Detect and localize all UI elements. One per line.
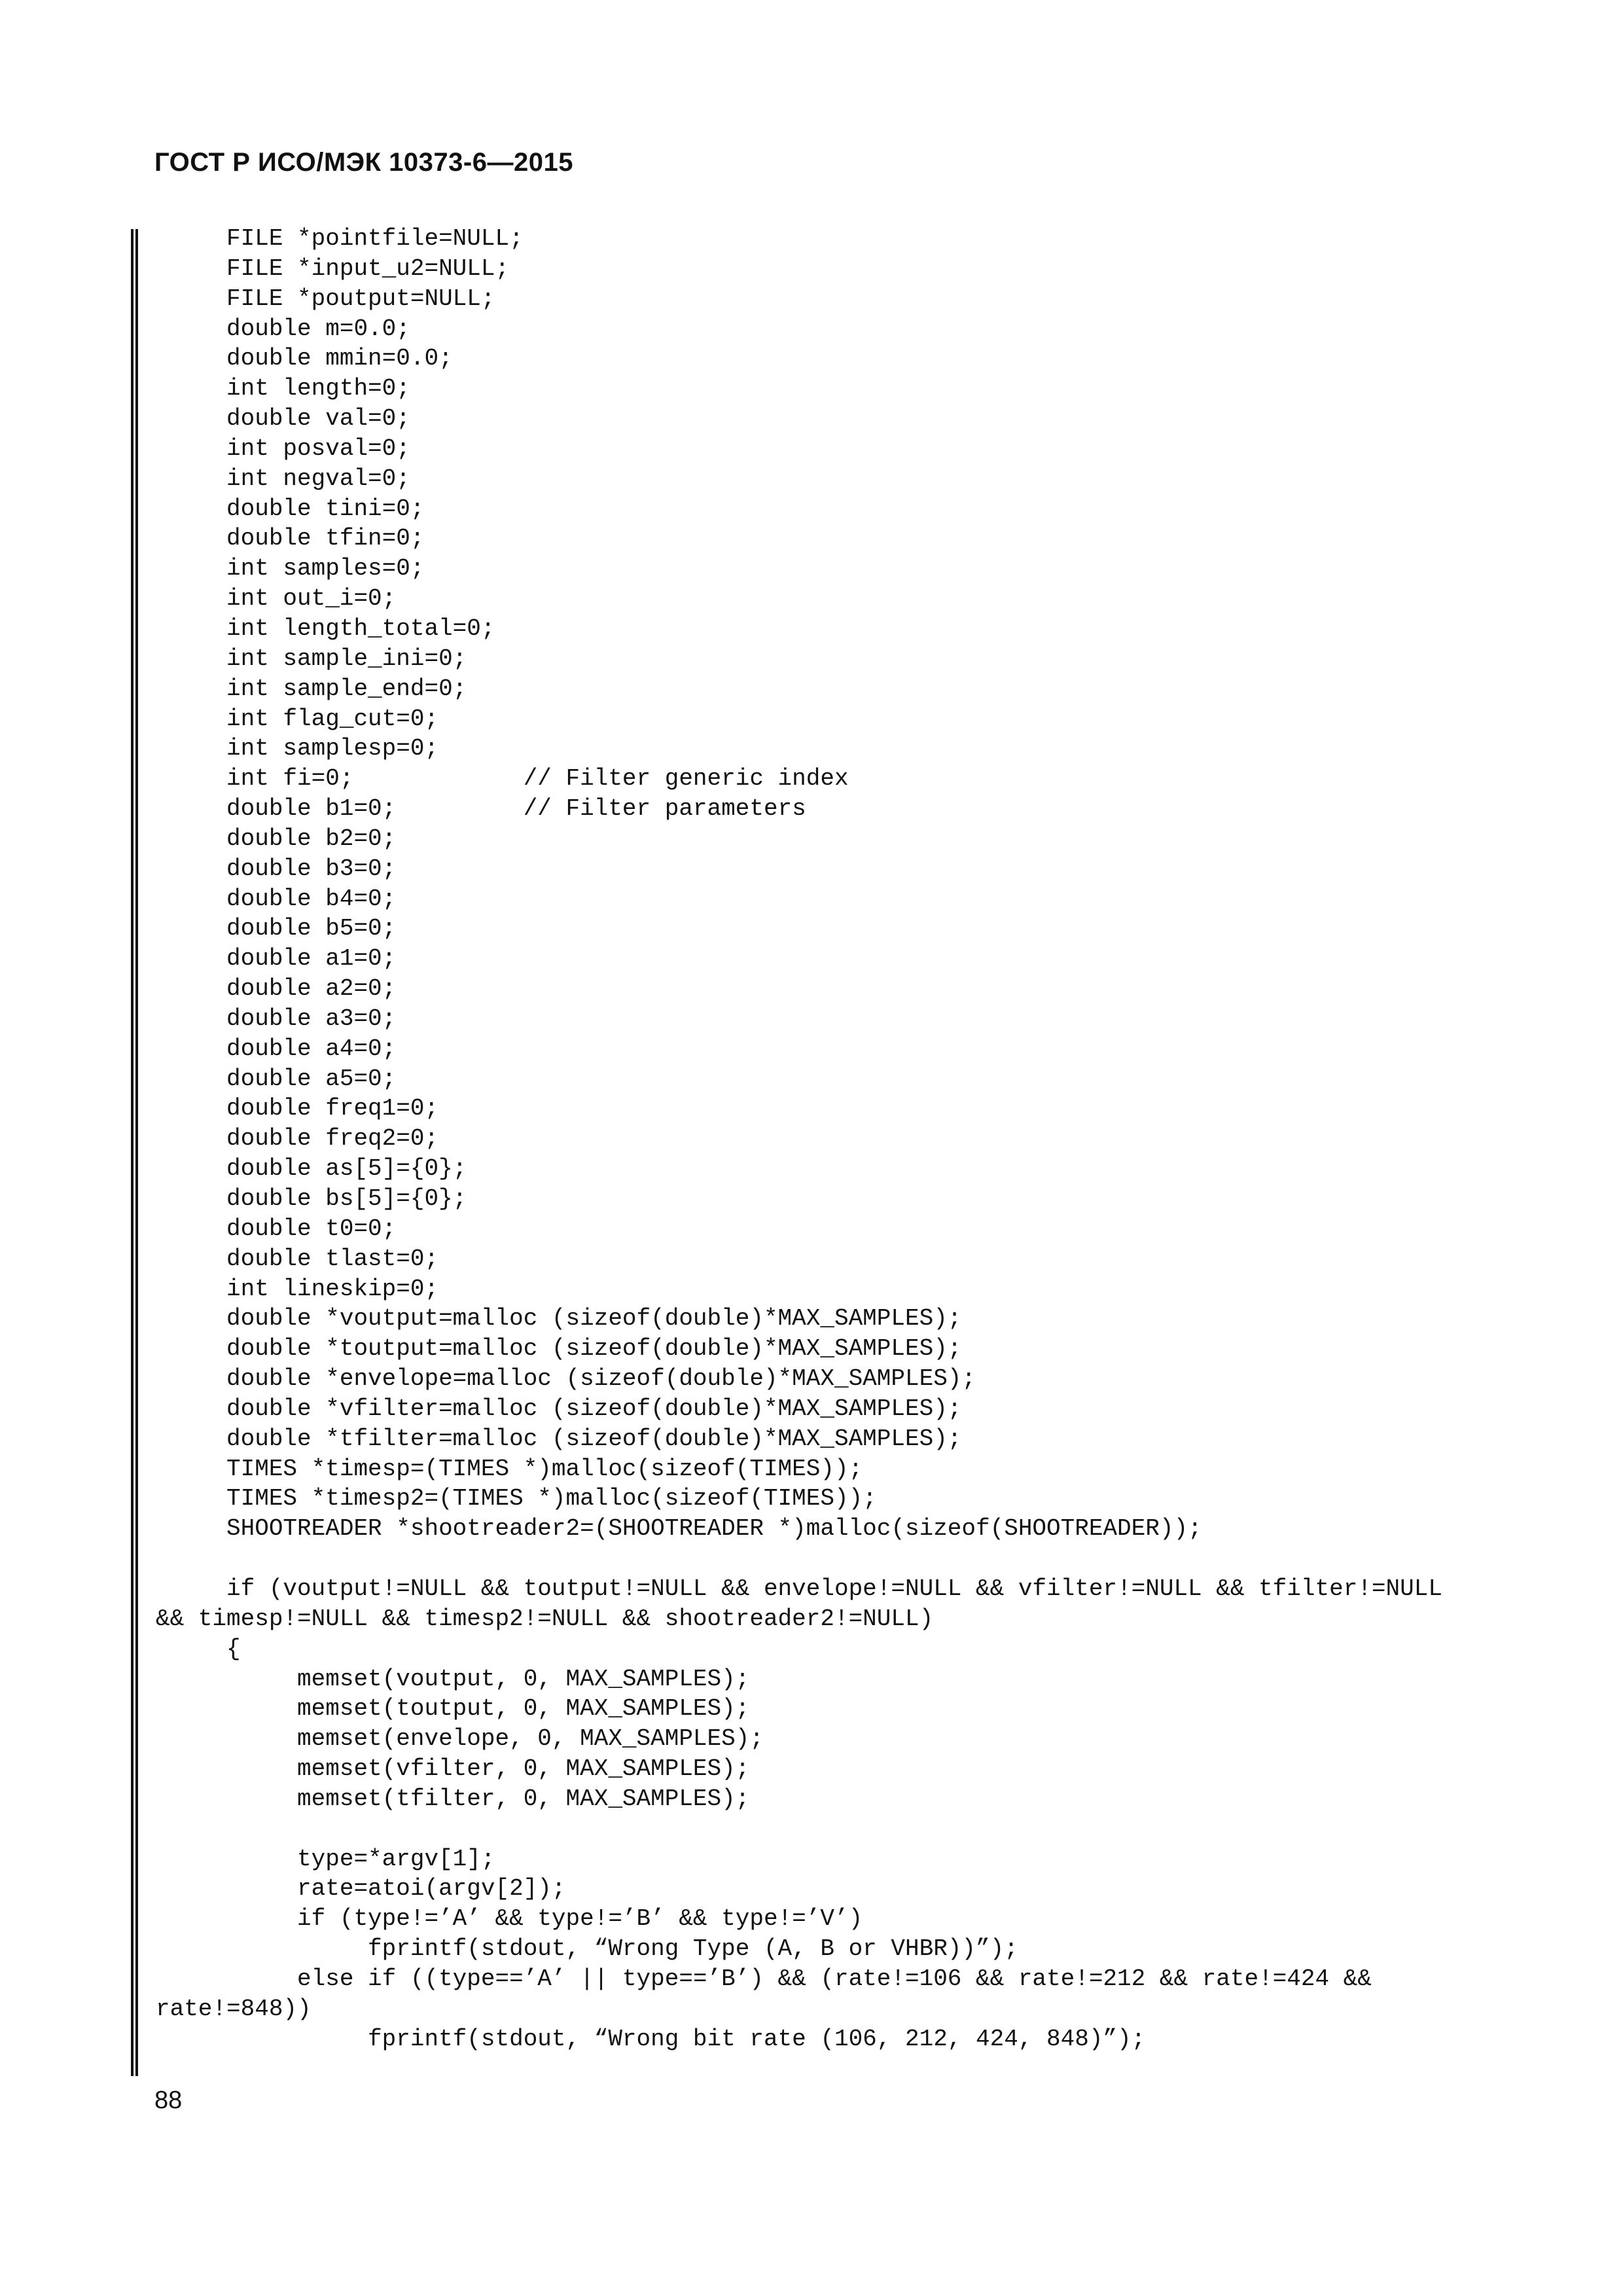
code-line: double t0=0; xyxy=(156,1215,397,1242)
page-header-title: ГОСТ Р ИСО/МЭК 10373-6—2015 xyxy=(154,148,573,177)
code-line: int lineskip=0; xyxy=(156,1275,439,1302)
code-line: double a1=0; xyxy=(156,945,397,973)
code-line: double tini=0; xyxy=(156,495,425,522)
code-line: int flag_cut=0; xyxy=(156,705,439,732)
code-line: memset(voutput, 0, MAX_SAMPLES); xyxy=(156,1665,750,1693)
code-line: double m=0.0; xyxy=(156,315,410,342)
code-line: double b4=0; xyxy=(156,885,397,912)
code-line: double *vfilter=malloc (sizeof(double)*MAX_SAMPLES); xyxy=(156,1395,962,1422)
code-line: double tlast=0; xyxy=(156,1245,439,1272)
code-line: TIMES *timesp2=(TIMES *)malloc(sizeof(TIMES)); xyxy=(156,1485,877,1513)
code-line: double a4=0; xyxy=(156,1035,397,1062)
code-line: int samples=0; xyxy=(156,555,425,583)
code-line: memset(tfilter, 0, MAX_SAMPLES); xyxy=(156,1785,750,1812)
code-line: if (voutput!=NULL && toutput!=NULL && envelope!=NULL && vfilter!=NULL && tfilter!=NULL xyxy=(156,1575,1442,1602)
code-line: int length_total=0; xyxy=(156,615,495,642)
code-line: if (type!=’A’ && type!=’B’ && type!=’V’) xyxy=(156,1905,863,1933)
code-line: double *envelope=malloc (sizeof(double)*MAX_SAMPLES); xyxy=(156,1365,976,1393)
code-line: int out_i=0; xyxy=(156,585,397,613)
code-line: double tfin=0; xyxy=(156,525,425,552)
revision-change-bar xyxy=(131,229,138,2076)
page-number: 88 xyxy=(154,2087,183,2114)
code-line: double b5=0; xyxy=(156,915,397,942)
code-line: double freq1=0; xyxy=(156,1095,439,1122)
code-line: FILE *pointfile=NULL; xyxy=(156,225,524,252)
code-line: int fi=0; // Filter generic index xyxy=(156,765,849,793)
code-line: double *voutput=malloc (sizeof(double)*MAX_SAMPLES); xyxy=(156,1305,962,1333)
code-line: memset(toutput, 0, MAX_SAMPLES); xyxy=(156,1695,750,1723)
code-line: FILE *input_u2=NULL; xyxy=(156,255,510,282)
code-line xyxy=(156,1814,1550,1844)
code-line: double val=0; xyxy=(156,405,410,433)
code-line: int sample_ini=0; xyxy=(156,645,467,672)
code-line: type=*argv[1]; xyxy=(156,1845,495,1873)
code-line: double *toutput=malloc (sizeof(double)*MAX_SAMPLES); xyxy=(156,1335,962,1363)
code-line: int negval=0; xyxy=(156,465,410,492)
code-line: memset(vfilter, 0, MAX_SAMPLES); xyxy=(156,1755,750,1783)
code-line: int sample_end=0; xyxy=(156,675,467,702)
code-line: double a3=0; xyxy=(156,1005,397,1032)
code-line: double as[5]={0}; xyxy=(156,1155,467,1183)
code-line: memset(envelope, 0, MAX_SAMPLES); xyxy=(156,1725,764,1753)
code-line: && timesp!=NULL && timesp2!=NULL && shootreader2!=NULL) xyxy=(156,1605,934,1632)
code-line: SHOOTREADER *shootreader2=(SHOOTREADER *)malloc(sizeof(SHOOTREADER)); xyxy=(156,1515,1202,1543)
code-line: int length=0; xyxy=(156,375,410,403)
code-listing xyxy=(156,224,1550,2054)
code-line: double b2=0; xyxy=(156,825,397,852)
code-line: double *tfilter=malloc (sizeof(double)*MAX_SAMPLES); xyxy=(156,1425,962,1452)
code-line: double freq2=0; xyxy=(156,1125,439,1153)
code-line: int posval=0; xyxy=(156,435,410,462)
code-line: double a2=0; xyxy=(156,975,397,1003)
code-line: double b3=0; xyxy=(156,855,397,882)
code-line: double a5=0; xyxy=(156,1065,397,1092)
code-line: FILE *poutput=NULL; xyxy=(156,285,495,312)
code-line: rate!=848)) xyxy=(156,1995,312,2022)
code-line: double mmin=0.0; xyxy=(156,345,453,372)
code-line: fprintf(stdout, “Wrong Type (A, B or VHBR))”); xyxy=(156,1935,1018,1963)
code-line: fprintf(stdout, “Wrong bit rate (106, 212, 424, 848)”); xyxy=(156,2025,1146,2053)
code-line: else if ((type==’A’ || type==’B’) && (rate!=106 && rate!=212 && rate!=424 && xyxy=(156,1965,1372,1992)
code-line: double bs[5]={0}; xyxy=(156,1185,467,1212)
code-line xyxy=(156,1544,1550,1574)
code-line: { xyxy=(156,1635,241,1662)
code-line: int samplesp=0; xyxy=(156,735,439,762)
code-line: double b1=0; // Filter parameters xyxy=(156,795,806,823)
code-line: rate=atoi(argv[2]); xyxy=(156,1875,566,1903)
code-line: TIMES *timesp=(TIMES *)malloc(sizeof(TIMES)); xyxy=(156,1455,863,1482)
